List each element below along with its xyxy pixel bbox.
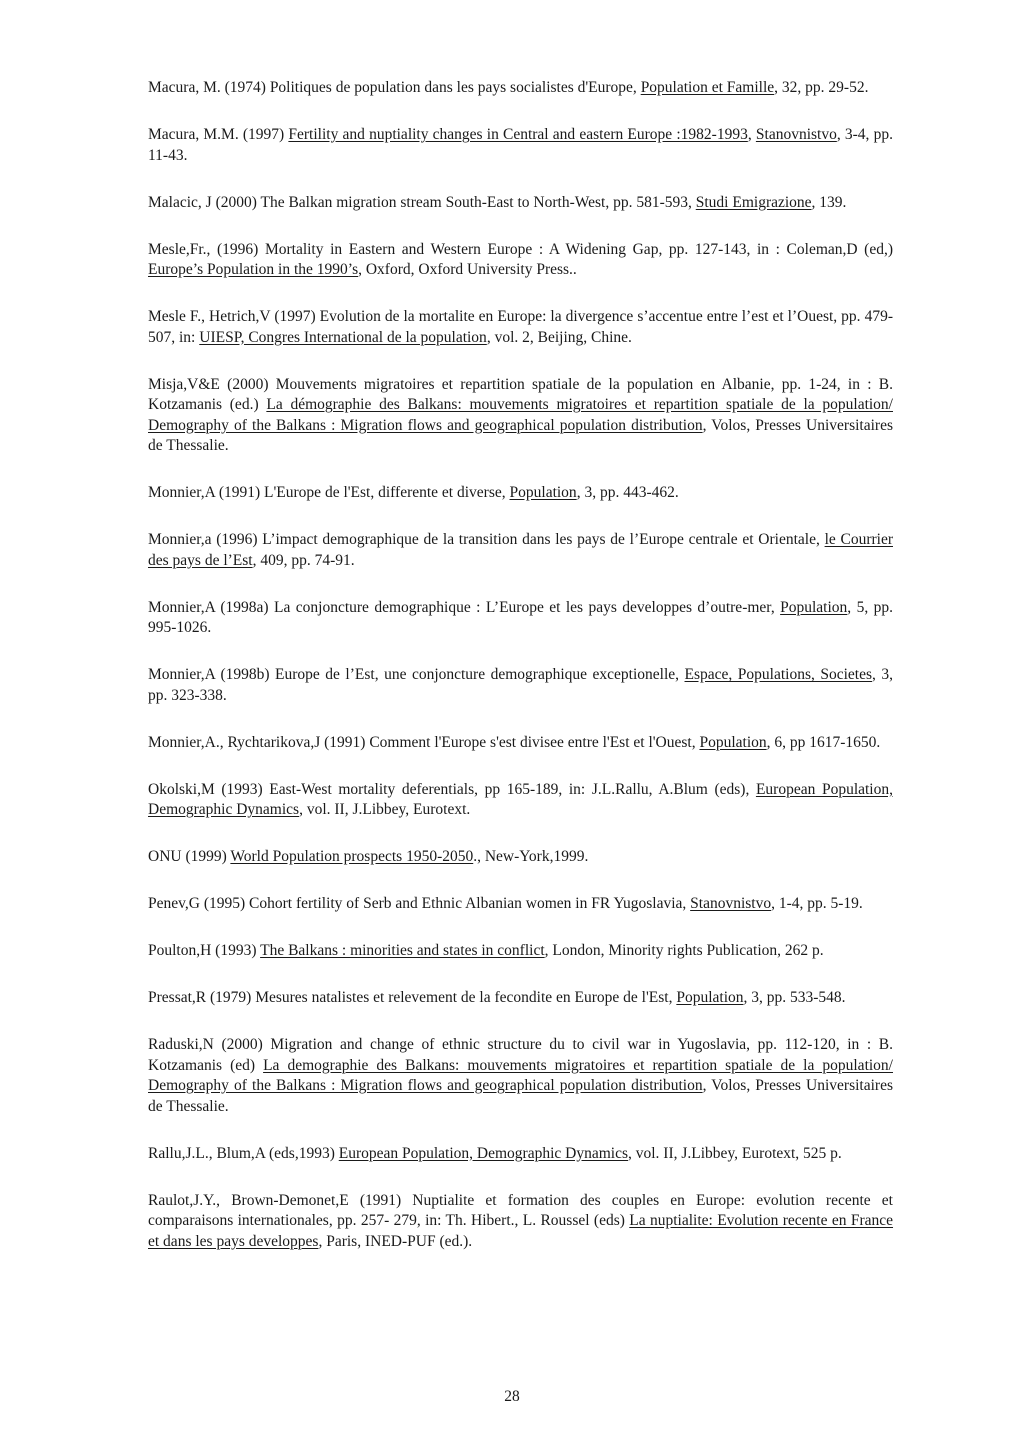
- reference-underlined-title: Population et Famille: [640, 79, 775, 96]
- reference-text: Monnier,A (1998b) Europe de l’Est, une conjoncture demographique exceptionelle,: [148, 666, 685, 683]
- reference-underlined-title: European Population, Demographic Dynamics: [338, 1144, 628, 1162]
- reference-underlined-title: Population: [699, 733, 767, 751]
- reference-text: , 6, pp 1617-1650.: [766, 733, 881, 751]
- reference-text: ,: [747, 126, 756, 143]
- reference-text: Rallu,J.L., Blum,A (eds,1993): [148, 1144, 339, 1162]
- reference-underlined-title: Population: [509, 484, 577, 501]
- reference-text: , 3, pp. 533-548.: [743, 989, 846, 1006]
- reference-text: ONU (1999): [148, 848, 231, 865]
- reference-text: , 32, pp. 29-52.: [774, 79, 869, 96]
- reference-entry: [148, 1144, 893, 1165]
- reference-text: Macura, M.M. (1997): [148, 126, 289, 143]
- reference-entry: [148, 780, 893, 821]
- reference-entry: [148, 1035, 893, 1117]
- reference-underlined-title: The Balkans : minorities and states in conflict: [260, 942, 545, 959]
- reference-text: Monnier,a (1996) L’impact demographique de la transition dans les pays de l’Europe centrale et Orientale,: [148, 531, 825, 548]
- reference-entry: [148, 988, 893, 1009]
- reference-text: , Volos, Presses Universitaires de Thessalie.: [148, 416, 893, 454]
- reference-entry: [148, 894, 893, 915]
- reference-entry: [148, 125, 893, 166]
- reference-text: Monnier,A (1998a) La conjoncture demographique : L’Europe et les pays developpes d’outre-mer,: [148, 598, 781, 616]
- reference-underlined-title: Fertility and nuptiality changes in Central and eastern Europe :1982-1993: [288, 126, 748, 143]
- reference-text: , 409, pp. 74-91.: [252, 551, 355, 569]
- reference-text: , 1-4, pp. 5-19.: [771, 895, 863, 912]
- reference-entry: [148, 483, 893, 504]
- reference-underlined-title: La démographie des Balkans: mouvements migratoires et repartition spatiale de la population/ Demography of the Balkans : Migration flows and geographical population distribution: [148, 396, 893, 434]
- reference-entry: [148, 733, 893, 754]
- reference-underlined-title: Europe’s Population in the 1990’s: [148, 261, 359, 278]
- reference-text: Monnier,A., Rychtarikova,J (1991) Comment l'Europe s'est divisee entre l'Est et l'Ouest,: [148, 733, 700, 751]
- reference-text: , Volos, Presses Universitaires de Thessalie.: [148, 1077, 893, 1115]
- reference-underlined-title: Studi Emigrazione: [695, 193, 812, 211]
- reference-list: [148, 78, 893, 1279]
- reference-text: Monnier,A (1991) L'Europe de l'Est, differente et diverse,: [148, 484, 510, 501]
- reference-text: Pressat,R (1979) Mesures natalistes et relevement de la fecondite en Europe de l'Est,: [148, 989, 677, 1006]
- reference-underlined-title: Population: [780, 598, 848, 616]
- reference-text: Mesle F., Hetrich,V (1997) Evolution de la mortalite en Europe: la divergence s’accentue entre l’est et l’Ouest, pp. 479-507, in:: [148, 308, 893, 346]
- reference-text: Macura, M. (1974) Politiques de population dans les pays socialistes d'Europe,: [148, 79, 641, 96]
- page-number: 28: [504, 1388, 520, 1405]
- reference-text: , vol. 2, Beijing, Chine.: [486, 328, 632, 346]
- reference-underlined-title: Stanovnistvo: [690, 895, 772, 912]
- reference-text: , 3, pp. 323-338.: [148, 666, 894, 704]
- reference-text: , 5, pp. 995-1026.: [148, 598, 893, 636]
- reference-entry: [148, 375, 893, 457]
- reference-text: ., New-York,1999.: [473, 848, 589, 865]
- reference-text: , Oxford, Oxford University Press..: [358, 261, 577, 278]
- reference-text: Penev,G (1995) Cohort fertility of Serb and Ethnic Albanian women in FR Yugoslavia,: [148, 895, 691, 912]
- reference-entry: [148, 530, 893, 571]
- reference-text: , vol. II, J.Libbey, Eurotext, 525 p.: [628, 1144, 842, 1162]
- reference-underlined-title: Stanovnistvo: [755, 126, 837, 143]
- reference-text: , vol. II, J.Libbey, Eurotext.: [299, 801, 471, 818]
- reference-text: Misja,V&E (2000) Mouvements migratoires et repartition spatiale de la population en Albanie, pp. 1-24, in : B. Kotzamanis (ed.): [148, 375, 893, 413]
- reference-text: , 139.: [811, 193, 847, 211]
- reference-underlined-title: le Courrier des pays de l’Est: [148, 531, 893, 569]
- reference-text: , London, Minority rights Publication, 262 p.: [544, 942, 824, 959]
- reference-entry: [148, 847, 893, 868]
- reference-entry: [148, 307, 893, 348]
- reference-entry: [148, 78, 893, 99]
- reference-underlined-title: La nuptialite: Evolution recente en France et dans les pays developpes: [148, 1212, 894, 1250]
- reference-entry: [148, 240, 893, 281]
- reference-underlined-title: La demographie des Balkans: mouvements migratoires et repartition spatiale de la population/ Demography of the Balkans : Migration flows and geographical population distribution: [148, 1056, 893, 1094]
- reference-underlined-title: World Population prospects 1950-2050: [230, 848, 474, 865]
- reference-entry: [148, 941, 893, 962]
- reference-text: Raduski,N (2000) Migration and change of ethnic structure du to civil war in Yugoslavia, pp. 112-120, in : B. Kotzamanis (ed): [148, 1036, 893, 1074]
- reference-text: , 3, pp. 443-462.: [576, 484, 679, 501]
- reference-underlined-title: European Population, Demographic Dynamics: [148, 780, 893, 818]
- reference-text: , 3-4, pp. 11-43.: [148, 126, 893, 164]
- reference-text: , Paris, INED-PUF (ed.).: [318, 1232, 473, 1250]
- reference-text: Mesle,Fr., (1996) Mortality in Eastern and Western Europe : A Widening Gap, pp. 127-143, in : Coleman,D (ed,): [148, 240, 893, 258]
- reference-text: Raulot,J.Y., Brown-Demonet,E (1991) Nuptialite et formation des couples en Europe: evolution recente et comparaisons internationales, pp. 257- 279, in: Th. Hibert., L. Roussel (eds): [148, 1191, 893, 1229]
- reference-entry: [148, 1191, 893, 1253]
- reference-entry: [148, 665, 893, 706]
- reference-entry: [148, 193, 893, 214]
- reference-underlined-title: Population: [676, 989, 744, 1006]
- reference-text: Poulton,H (1993): [148, 942, 261, 959]
- reference-text: Okolski,M (1993) East-West mortality deferentials, pp 165-189, in: J.L.Rallu, A.Blum (eds),: [148, 780, 756, 798]
- reference-underlined-title: UIESP, Congres International de la population: [199, 328, 487, 346]
- reference-text: Malacic, J (2000) The Balkan migration stream South-East to North-West, pp. 581-593,: [148, 193, 696, 211]
- reference-entry: [148, 598, 893, 639]
- reference-underlined-title: Espace, Populations, Societes: [684, 666, 873, 683]
